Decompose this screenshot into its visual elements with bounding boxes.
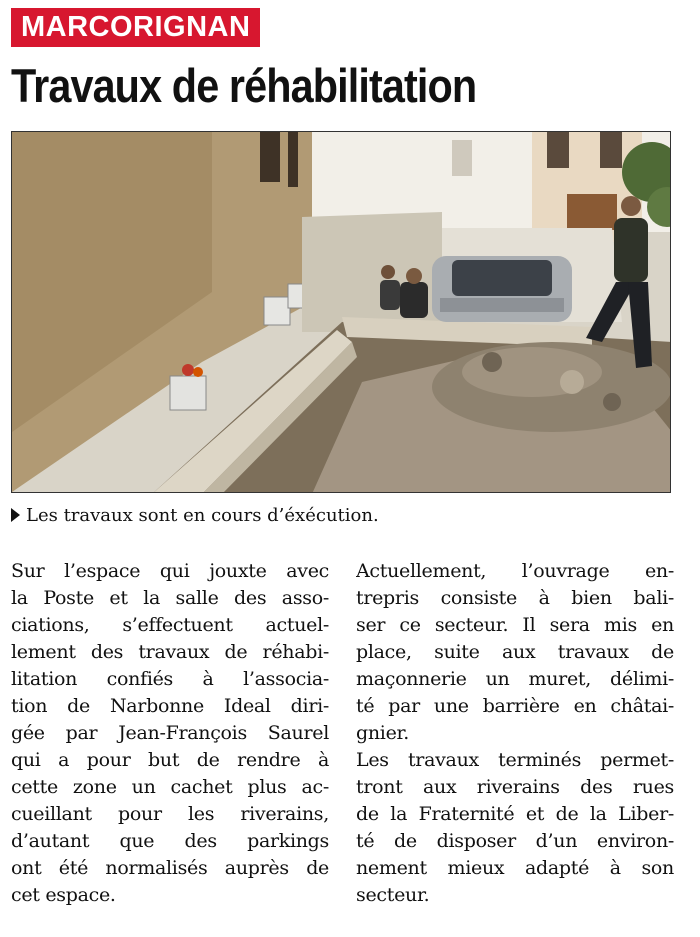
body-line: cette zone un cachet plus ac- [11,776,329,798]
body-line: ont été normalisés auprès de [11,857,329,879]
caption-arrow-icon [11,508,20,522]
photo-caption [11,504,379,528]
body-line: tront aux riverains des rues [356,776,674,798]
body-line: nement mieux adapté à son [356,857,674,879]
body-line: maçonnerie un muret, délimi- [356,668,674,690]
body-line: qui a pour but de rendre à [11,749,329,771]
body-line: Sur l’espace qui jouxte avec [11,560,329,582]
body-line: trepris consiste à bien bali- [356,587,674,609]
body-line: tion de Narbonne Ideal diri- [11,695,329,717]
construction-site-photo [12,132,671,493]
body-line: gnier. [356,722,409,744]
caption-text: Les travaux sont en cours d’éxécution. [26,505,379,526]
body-line: ciations, s’effectuent actuel- [11,614,329,636]
body-line: té de disposer d’un environ- [356,830,674,852]
section-kicker: MARCORIGNAN [11,8,260,47]
body-line: place, suite aux travaux de [356,641,674,663]
body-line: litation confiés à l’associa- [11,668,329,690]
body-line: cueillant pour les riverains, [11,803,329,825]
body-line: gée par Jean-François Saurel [11,722,329,744]
body-column-right [356,558,674,909]
body-line: d’autant que des parkings [11,830,329,852]
body-line: Les travaux terminés permet- [356,749,674,771]
body-line: Actuellement, l’ouvrage en- [356,560,674,582]
body-line: lement des travaux de réhabi- [11,641,329,663]
body-line: cet espace. [11,884,116,906]
body-line: de la Fraternité et de la Liber- [356,803,674,825]
body-line: secteur. [356,884,430,906]
body-column-left [11,558,329,909]
article-photo [11,131,671,493]
body-line: la Poste et la salle des asso- [11,587,329,609]
body-line: té par une barrière en châtai- [356,695,674,717]
body-line: ser ce secteur. Il sera mis en [356,614,674,636]
headline: Travaux de réhabilitation [11,59,477,112]
